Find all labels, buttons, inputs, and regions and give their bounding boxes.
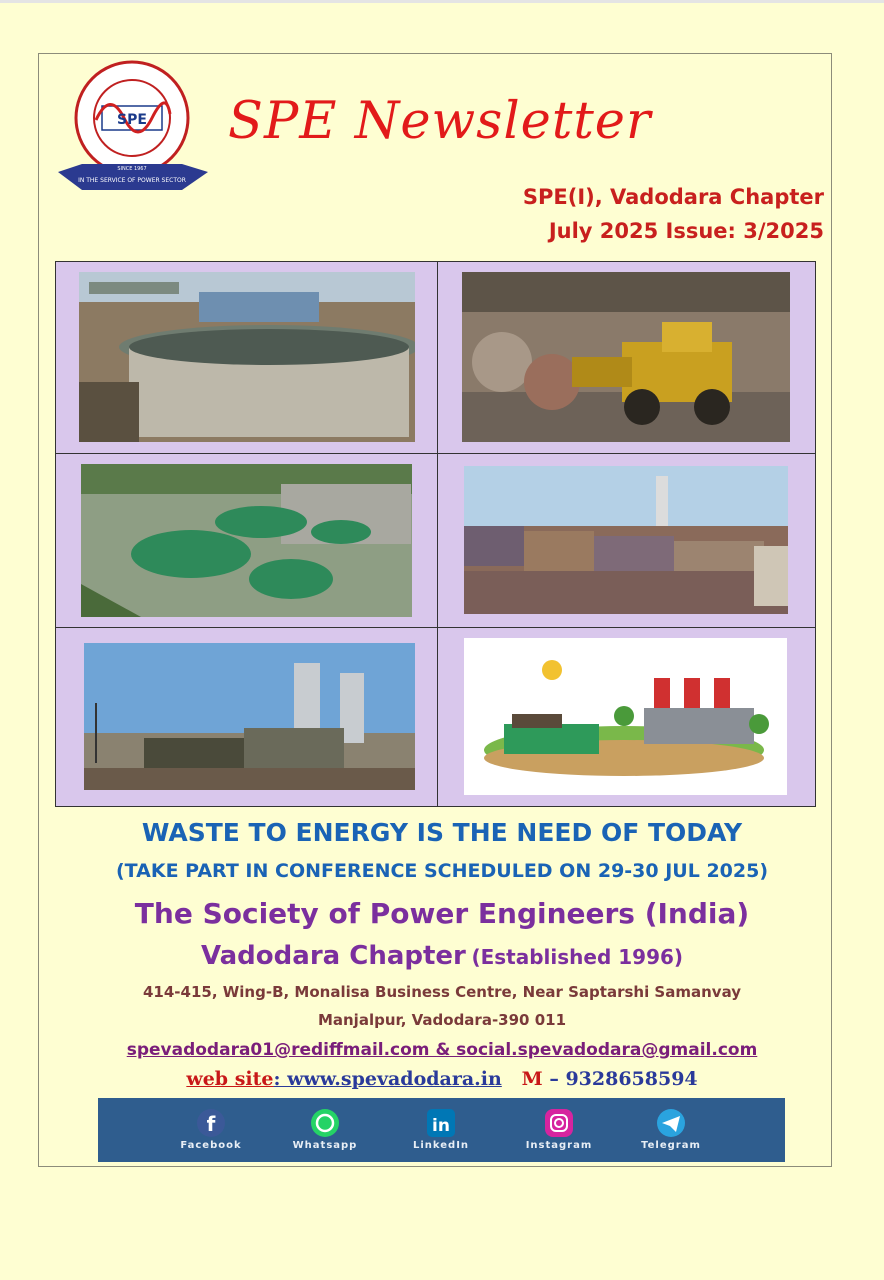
mobile-number: – 9328658594 <box>542 1068 698 1090</box>
photo-biogas-digester-plant <box>81 464 412 617</box>
photo-waste-to-energy-illustration <box>464 638 787 795</box>
whatsapp-link[interactable] <box>270 1104 380 1160</box>
website-line <box>0 1068 884 1090</box>
grid-divider <box>56 453 815 454</box>
organization-name: The Society of Power Engineers (India) <box>134 897 750 930</box>
linkedin-icon <box>424 1108 458 1138</box>
telegram-link[interactable] <box>616 1104 726 1160</box>
facebook-link[interactable] <box>156 1104 266 1160</box>
photo-grid <box>55 261 816 807</box>
chapter-label: SPE(I), Vadodara Chapter <box>522 185 824 209</box>
whatsapp-label: Whatsapp <box>292 1140 358 1151</box>
facebook-label: Facebook <box>180 1140 242 1151</box>
telegram-icon <box>654 1108 688 1138</box>
linkedin-link[interactable] <box>386 1104 496 1160</box>
top-edge <box>0 0 884 3</box>
telegram-label: Telegram <box>641 1140 701 1151</box>
facebook-icon <box>194 1108 228 1138</box>
svg-text:in: in <box>432 1116 450 1136</box>
photo-baled-waste-stacks <box>464 466 788 614</box>
instagram-label: Instagram <box>525 1140 593 1151</box>
address-line-1: 414-415, Wing-B, Monalisa Business Centre, Near Saptarshi Samanvay <box>142 983 742 1001</box>
established-year: (Established 1996) <box>471 945 684 969</box>
whatsapp-icon <box>308 1108 342 1138</box>
social-media-bar <box>98 1098 785 1162</box>
email-addresses[interactable]: spevadodara01@rediffmail.com & social.spevadodara@gmail.com <box>126 1040 758 1060</box>
mobile-label: M <box>521 1068 543 1090</box>
svg-text:IN THE SERVICE OF POWER SECTOR: IN THE SERVICE OF POWER SECTOR <box>78 177 186 184</box>
grid-divider <box>56 627 815 628</box>
chapter-line <box>0 941 884 971</box>
grid-divider <box>437 262 438 806</box>
address-line-2: Manjalpur, Vadodara-390 011 <box>317 1011 567 1029</box>
photo-water-treatment-tank <box>79 272 415 442</box>
instagram-link[interactable] <box>504 1104 614 1160</box>
main-headline: WASTE TO ENERGY IS THE NEED OF TODAY <box>141 818 743 847</box>
svg-text:f: f <box>206 1112 216 1136</box>
chapter-name: Vadodara Chapter <box>200 941 466 971</box>
linkedin-label: LinkedIn <box>412 1140 470 1151</box>
issue-label: July 2025 Issue: 3/2025 <box>548 219 824 243</box>
svg-text:SINCE 1967: SINCE 1967 <box>117 166 147 172</box>
website-label: web site <box>186 1068 274 1090</box>
newsletter-title: SPE Newsletter <box>228 92 652 151</box>
spe-logo <box>52 60 214 200</box>
svg-text:SPE: SPE <box>117 112 147 128</box>
photo-industrial-silo-plant <box>84 643 415 790</box>
photo-landfill-bulldozer <box>462 272 790 442</box>
website-link[interactable]: : www.spevadodara.in <box>273 1068 502 1090</box>
instagram-icon <box>542 1108 576 1138</box>
conference-subheadline: (TAKE PART IN CONFERENCE SCHEDULED ON 29-30 JUL 2025) <box>115 860 769 882</box>
